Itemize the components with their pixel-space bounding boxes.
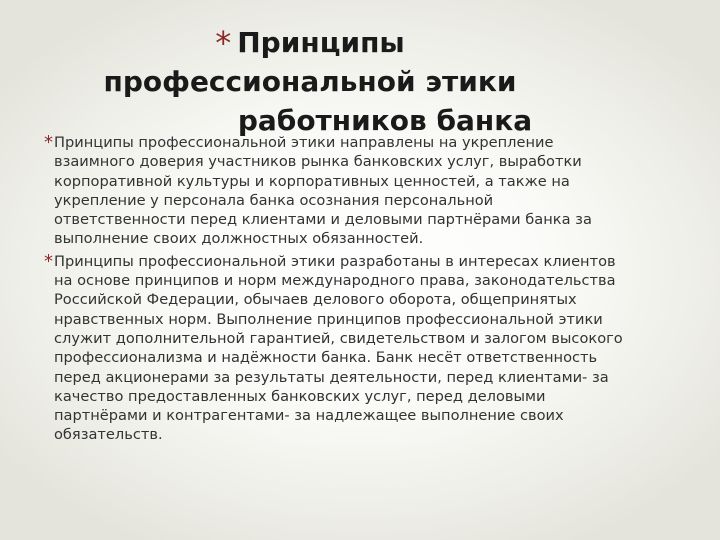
body-paragraph-1 [44, 133, 694, 249]
paragraph-line: ответственности перед клиентами и деловыми партнёрами банка за [54, 211, 592, 229]
paragraph-line: партнёрами и контрагентами- за надлежащее выполнение своих [54, 407, 564, 425]
paragraph-line: выполнение своих должностных обязанностей. [54, 230, 424, 248]
paragraph-line: Принципы профессиональной этики направлены на укрепление [54, 134, 554, 151]
title-line: профессиональной этики [103, 65, 517, 98]
paragraph-line: корпоративной культуры и корпоративных ценностей, а также на [54, 172, 570, 190]
title-line: работников банка [237, 104, 533, 137]
bullet-icon: * [44, 250, 53, 272]
paragraph-line: Российской Федерации, обычаев делового оборота, общепринятых [54, 291, 577, 309]
paragraph-line: служит дополнительной гарантией, свидетельством и залогом высокого [54, 329, 623, 347]
title-bullet-icon: * [215, 24, 232, 62]
paragraph-line: обязательств. [54, 426, 163, 444]
paragraph-line: Принципы профессиональной этики разработаны в интересах клиентов [54, 252, 616, 270]
paragraph-line: укрепление у персонала банка осознания персональной [54, 191, 494, 209]
paragraph-line: нравственных норм. Выполнение принципов профессиональной этики [54, 310, 603, 328]
paragraph-line: перед акционерами за результаты деятельности, перед клиентами- за [54, 368, 609, 386]
title-line: * Принципы [215, 24, 405, 62]
bullet-icon: * [44, 132, 53, 153]
slide-body [44, 133, 694, 448]
paragraph-line: на основе принципов и норм международного права, законодательства [54, 272, 616, 290]
paragraph-line: профессионализма и надёжности банка. Банк несёт ответственность [54, 349, 598, 367]
slide-title [40, 22, 580, 140]
body-paragraph-2 [44, 252, 694, 445]
paragraph-line: качество предоставленных банковских услуг, перед деловыми [54, 387, 546, 405]
paragraph-line: взаимного доверия участников рынка банковских услуг, выработки [54, 153, 582, 171]
